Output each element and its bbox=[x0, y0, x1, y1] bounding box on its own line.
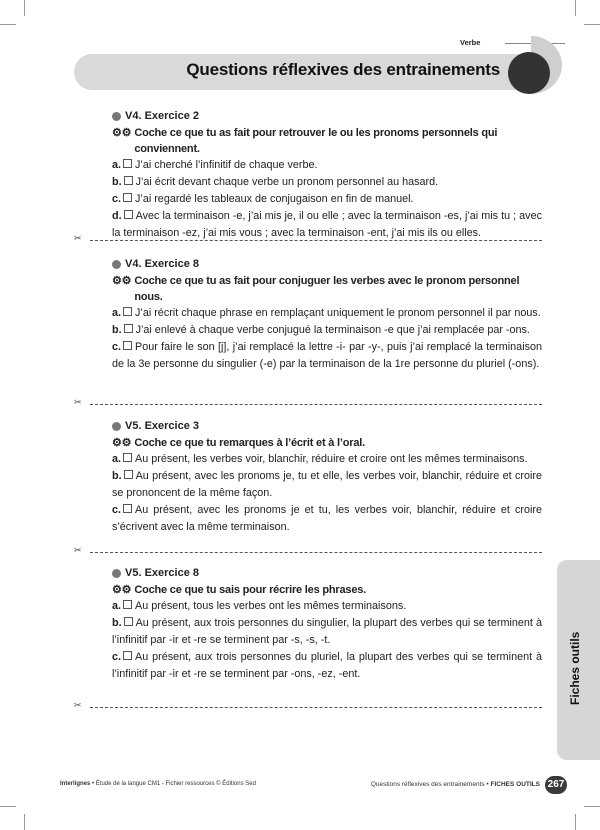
checklist-item: a. J’ai récrit chaque phrase en remplaçant uniquement le pronom personnel il par nous. bbox=[112, 307, 541, 319]
crop-mark bbox=[24, 0, 25, 16]
checklist-item: b. J’ai enlevé à chaque verbe conjugué la terminaison -e que j’ai remplacée par -ons. bbox=[112, 324, 530, 336]
checkbox[interactable] bbox=[123, 159, 132, 168]
bullet-icon bbox=[112, 112, 121, 121]
exercise-section bbox=[112, 108, 542, 242]
footer-credits: Interlignes • Étude de la langue CM1 - Fichier ressources © Éditions Sed bbox=[60, 781, 256, 787]
exercise-instruction: ⚙⚙ Coche ce que tu sais pour récrire les phrases. bbox=[112, 584, 367, 596]
exercise-title: V5. Exercice 8 bbox=[112, 565, 542, 581]
dashed-line bbox=[90, 552, 542, 553]
checklist-item: a. Au présent, les verbes voir, blanchir, réduire et croire ont les mêmes terminaisons. bbox=[112, 453, 528, 465]
dashed-line bbox=[90, 404, 542, 405]
page-number: 267 bbox=[545, 776, 567, 794]
checkbox[interactable] bbox=[123, 600, 132, 609]
checkbox[interactable] bbox=[124, 324, 133, 333]
scissors-icon: ✂ bbox=[74, 397, 82, 407]
scissors-icon: ✂ bbox=[74, 700, 82, 710]
crop-mark bbox=[0, 24, 16, 25]
bullet-icon bbox=[112, 260, 121, 269]
exercise-title: V5. Exercice 3 bbox=[112, 418, 542, 434]
header-circle bbox=[508, 52, 550, 94]
exercise-instruction: ⚙⚙ Coche ce que tu remarques à l’écrit et à l’oral. bbox=[112, 437, 365, 449]
gear-icon: ⚙⚙ bbox=[112, 584, 132, 596]
checklist-item: b. Au présent, aux trois personnes du singulier, la plupart des verbes qui se terminent à l’infinitif par -ir et -re se terminent par -s, -s, -t. bbox=[112, 617, 542, 646]
side-tab-label: Fiches outils bbox=[568, 631, 582, 705]
checkbox[interactable] bbox=[123, 193, 132, 202]
checklist-item: a. J’ai cherché l’infinitif de chaque verbe. bbox=[112, 159, 318, 171]
checklist-item: c. J’ai regardé les tableaux de conjugaison en fin de manuel. bbox=[112, 193, 414, 205]
gear-icon: ⚙⚙ bbox=[112, 127, 132, 139]
exercise-section bbox=[112, 565, 542, 683]
crop-mark bbox=[575, 814, 576, 830]
crop-mark bbox=[0, 806, 16, 807]
checklist-item: c. Au présent, aux trois personnes du pluriel, la plupart des verbes qui se terminent à l’infinitif par -ir et -re se terminent par -ons, -ez, -ent. bbox=[112, 651, 542, 680]
gear-icon: ⚙⚙ bbox=[112, 437, 132, 449]
dashed-line bbox=[90, 240, 542, 241]
checkbox[interactable] bbox=[124, 470, 133, 479]
exercise-title: V4. Exercice 8 bbox=[112, 256, 542, 272]
checkbox[interactable] bbox=[123, 307, 132, 316]
crop-mark bbox=[584, 806, 600, 807]
dashed-line bbox=[90, 707, 542, 708]
cut-line bbox=[74, 233, 542, 246]
checkbox[interactable] bbox=[124, 617, 133, 626]
checklist-item: b. J’ai écrit devant chaque verbe un pronom personnel au hasard. bbox=[112, 176, 439, 188]
checklist-item: c. Pour faire le son [j], j’ai remplacé la lettre -i- par -y-, puis j’ai remplacé la terminaison de la 3e personne du singulier (-e) par la terminaison de la 1re personne du pluriel (-ons). bbox=[112, 341, 542, 370]
crop-mark bbox=[24, 814, 25, 830]
crop-mark bbox=[584, 24, 600, 25]
header-tag: Verbe bbox=[460, 38, 481, 47]
bullet-icon bbox=[112, 569, 121, 578]
checkbox[interactable] bbox=[123, 504, 132, 513]
checkbox[interactable] bbox=[124, 176, 133, 185]
scissors-icon: ✂ bbox=[74, 545, 82, 555]
exercise-section bbox=[112, 418, 542, 536]
crop-mark bbox=[575, 0, 576, 16]
gear-icon: ⚙⚙ bbox=[112, 275, 132, 287]
checklist-item: d. Avec la terminaison -e, j’ai mis je, il ou elle ; avec la terminaison -es, j’ai mis tu ; avec la terminaison -ez, j’ai mis vous ; avec la terminaison -ent, j’ai mis ils ou elles. bbox=[112, 210, 542, 239]
bullet-icon bbox=[112, 422, 121, 431]
checkbox[interactable] bbox=[123, 341, 132, 350]
checklist-item: b. Au présent, avec les pronoms je, tu et elle, les verbes voir, blanchir, réduire et croire se prononcent de la même façon. bbox=[112, 470, 542, 499]
cut-line bbox=[74, 545, 542, 558]
checkbox[interactable] bbox=[123, 651, 132, 660]
cut-line bbox=[74, 700, 542, 713]
checklist-item: c. Au présent, avec les pronoms je et tu, les verbes voir, blanchir, réduire et croire s’écrivent avec la même terminaison. bbox=[112, 504, 542, 533]
checkbox[interactable] bbox=[123, 453, 132, 462]
scissors-icon: ✂ bbox=[74, 233, 82, 243]
cut-line bbox=[74, 397, 542, 410]
page-title: Questions réflexives des entrainements bbox=[186, 60, 500, 79]
exercise-instruction: ⚙⚙ Coche ce que tu as fait pour retrouver le ou les pronoms personnels qui conviennent. bbox=[112, 127, 498, 155]
exercise-section bbox=[112, 256, 542, 373]
exercise-title: V4. Exercice 2 bbox=[112, 108, 542, 124]
checklist-item: a. Au présent, tous les verbes ont les mêmes terminaisons. bbox=[112, 600, 407, 612]
checkbox[interactable] bbox=[124, 210, 133, 219]
exercise-instruction: ⚙⚙ Coche ce que tu as fait pour conjuguer les verbes avec le pronom personnel nous. bbox=[112, 275, 520, 303]
footer-section: Questions réflexives des entrainements • FICHES OUTILS bbox=[370, 781, 540, 788]
